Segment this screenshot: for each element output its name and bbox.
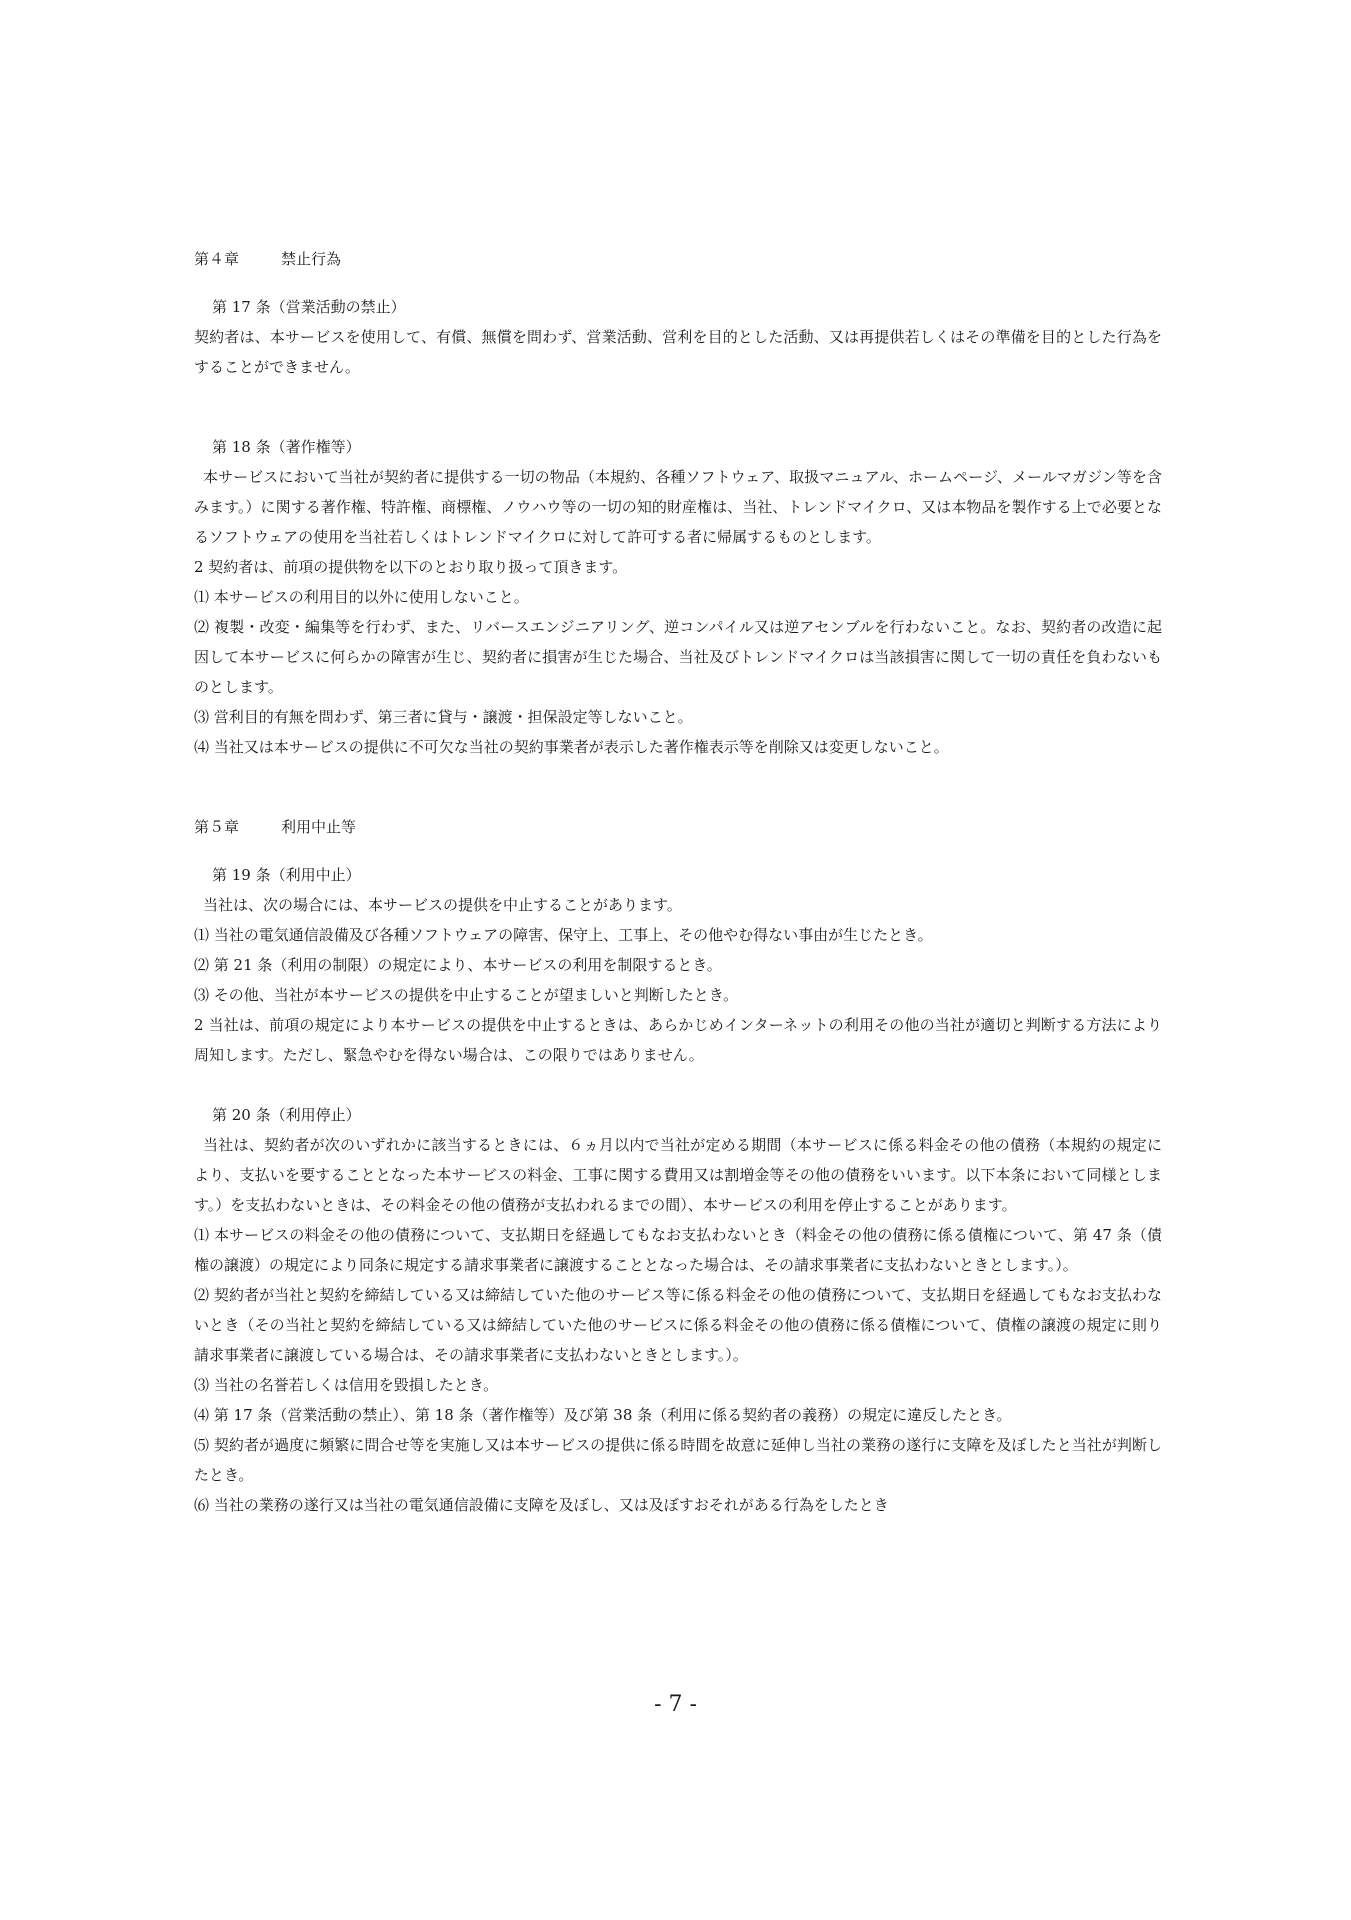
article-19-paragraph-2: 2 当社は、前項の規定により本サービスの提供を中止するときは、あらかじめインターネットの利用その他の当社が適切と判断する方法により周知します。ただし、緊急やむを得ない場合は、この限りではありません。 [194, 1016, 1162, 1064]
article-20-body: 当社は、契約者が次のいずれかに該当するときには、６ヵ月以内で当社が定める期間（本サービスに係る料金その他の債務（本規約の規定により、支払いを要することとなった本サービスの料金、工事に関する費用又は割増金等その他の債務をいいます。以下本条において同様とします。）を支払わないときは、その料金その他の債務が支払われるまでの間）、本サービスの利用を停止することがあります。 [194, 1136, 1162, 1214]
chapter-title: 利用中止等 [281, 818, 357, 836]
article-20-item-6: ⑹ 当社の業務の遂行又は当社の電気通信設備に支障を及ぼし、又は及ぼすおそれがある行為をしたとき [194, 1496, 889, 1514]
article-20-item-2: ⑵ 契約者が当社と契約を締結している又は締結していた他のサービス等に係る料金その他の債務について、支払期日を経過してもなお支払わないとき（その当社と契約を締結している又は締結していた他のサービスに係る料金その他の債務に係る債権について、債権の譲渡の規定に則り請求事業者に譲渡している場合は、その請求事業者に支払わないときとします。）。 [194, 1286, 1162, 1364]
article-19-heading: 第 19 条（利用中止） [212, 866, 361, 884]
article-20-item-3: ⑶ 当社の名誉若しくは信用を毀損したとき。 [194, 1376, 499, 1394]
article-17-heading: 第 17 条（営業活動の禁止） [212, 298, 406, 316]
article-20-heading: 第 20 条（利用停止） [212, 1106, 361, 1124]
chapter-title: 禁止行為 [281, 250, 342, 268]
page-content [194, 244, 1162, 1520]
chapter-label: 第５章 [194, 818, 240, 836]
article-19-item-3: ⑶ その他、当社が本サービスの提供を中止することが望ましいと判断したとき。 [194, 986, 739, 1004]
article-18-heading: 第 18 条（著作権等） [212, 438, 361, 456]
chapter-label: 第４章 [194, 250, 240, 268]
article-18-paragraph-2: 2 契約者は、前項の提供物を以下のとおり取り扱って頂きます。 [194, 558, 628, 576]
article-17-body: 契約者は、本サービスを使用して、有償、無償を問わず、営業活動、営利を目的とした活動、又は再提供若しくはその準備を目的とした行為をすることができません。 [194, 328, 1162, 376]
chapter-4-heading [194, 244, 1162, 274]
article-18-item-4: ⑷ 当社又は本サービスの提供に不可欠な当社の契約事業者が表示した著作権表示等を削除又は変更しないこと。 [194, 738, 949, 756]
article-19-item-2: ⑵ 第 21 条（利用の制限）の規定により、本サービスの利用を制限するとき。 [194, 956, 722, 974]
article-18-item-2: ⑵ 複製・改変・編集等を行わず、また、リバースエンジニアリング、逆コンパイル又は逆アセンブルを行わないこと。なお、契約者の改造に起因して本サービスに何らかの障害が生じ、契約者に損害が生じた場合、当社及びトレンドマイクロは当該損害に関して一切の責任を負わないものとします。 [194, 618, 1162, 696]
article-18-item-3: ⑶ 営利目的有無を問わず、第三者に貸与・譲渡・担保設定等しないこと。 [194, 708, 693, 726]
article-19-body: 当社は、次の場合には、本サービスの提供を中止することがあります。 [203, 896, 682, 914]
article-18-item-1: ⑴ 本サービスの利用目的以外に使用しないこと。 [194, 588, 529, 606]
article-20-item-1: ⑴ 本サービスの料金その他の債務について、支払期日を経過してもなお支払わないとき（料金その他の債務に係る債権について、第 47 条（債権の譲渡）の規定により同条に規定する請求事業者に譲渡することとなった場合は、その請求事業者に支払わないときとします。）。 [194, 1226, 1162, 1274]
article-19-item-1: ⑴ 当社の電気通信設備及び各種ソフトウェアの障害、保守上、工事上、その他やむ得ない事由が生じたとき。 [194, 926, 933, 944]
article-18-body: 本サービスにおいて当社が契約者に提供する一切の物品（本規約、各種ソフトウェア、取扱マニュアル、ホームページ、メールマガジン等を含みます。）に関する著作権、特許権、商標権、ノウハウ等の一切の知的財産権は、当社、トレンドマイクロ、又は本物品を製作する上で必要となるソフトウェアの使用を当社若しくはトレンドマイクロに対して許可する者に帰属するものとします。 [194, 468, 1162, 546]
article-20-item-4: ⑷ 第 17 条（営業活動の禁止）、第 18 条（著作権等）及び第 38 条（利用に係る契約者の義務）の規定に違反したとき。 [194, 1406, 1012, 1424]
chapter-5-heading [194, 812, 1162, 842]
article-20-item-5: ⑸ 契約者が過度に頻繁に問合せ等を実施し又は本サービスの提供に係る時間を故意に延伸し当社の業務の遂行に支障を及ぼしたと当社が判断したとき。 [194, 1436, 1162, 1484]
page-number: - 7 - [654, 1692, 697, 1717]
